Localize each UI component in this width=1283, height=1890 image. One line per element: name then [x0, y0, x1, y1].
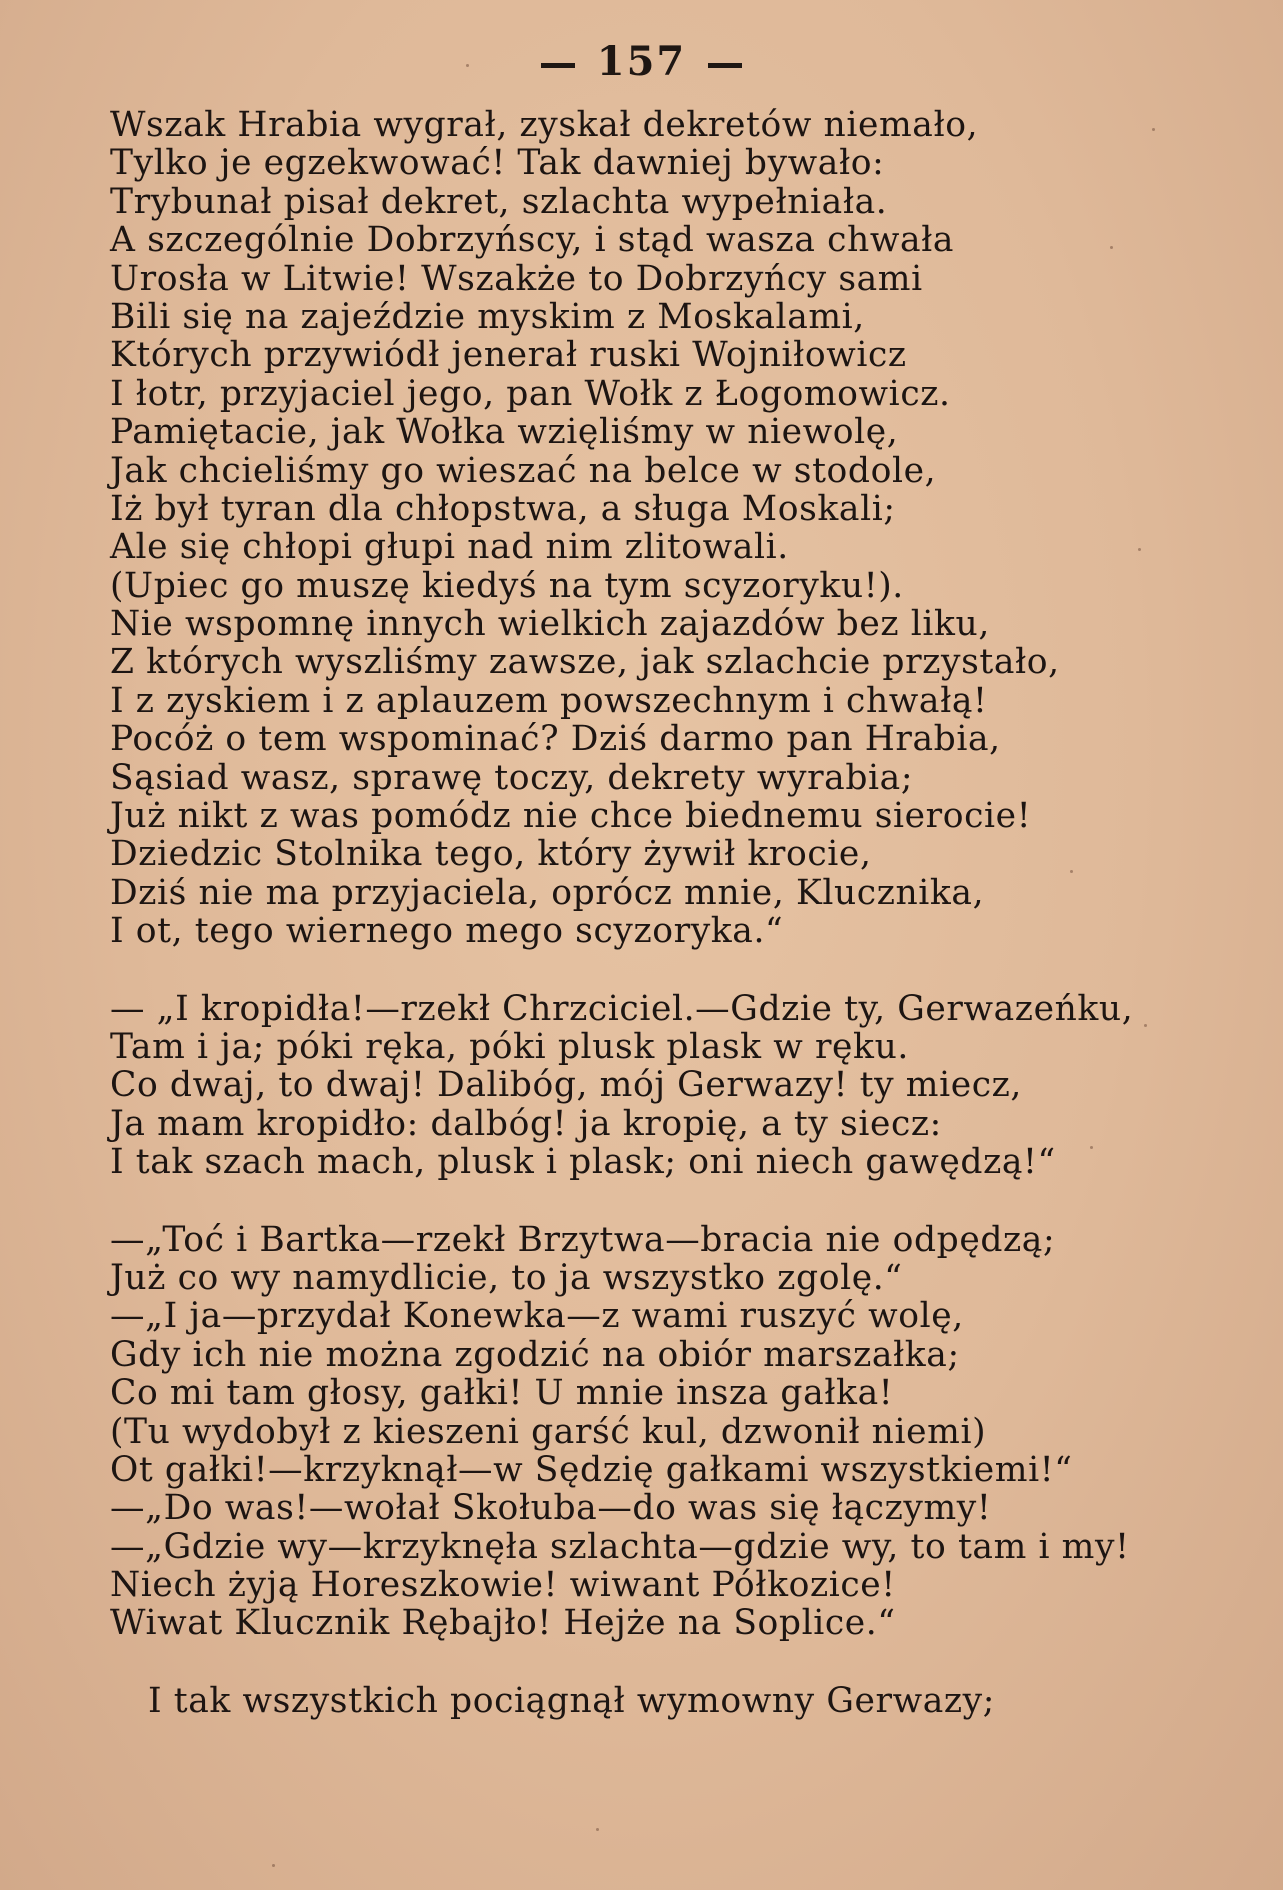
header-dash-right: [708, 63, 742, 68]
page-header: [0, 38, 1283, 85]
verse-line: Tam i ja; póki ręka, póki plusk plask w ręku.: [110, 1026, 909, 1067]
verse-line: Ja mam kropidło: dalbóg! ja kropię, a ty siecz:: [110, 1103, 942, 1144]
verse-line: Z których wyszliśmy zawsze, jak szlachcie przystało,: [110, 642, 1060, 683]
page-number: 157: [596, 38, 687, 85]
verse-line: Bili się na zajeździe myskim z Moskalami,: [110, 296, 865, 337]
stanza-gap: [110, 951, 1200, 990]
verse-line: Nie wspomnę innych wielkich zajazdów bez liku,: [110, 604, 990, 645]
verse-line: Już nikt z was pomódz nie chce biednemu sierocie!: [110, 796, 1032, 837]
verse-line: I tak szach mach, plusk i plask; oni niech gawędzą!“: [110, 1142, 1056, 1183]
stanza: [110, 106, 1200, 951]
verse-line: Dziś nie ma przyjaciela, oprócz mnie, Klucznika,: [110, 872, 985, 913]
verse-line: Niech żyją Horeszkowie! wiwant Półkozice!: [110, 1565, 896, 1606]
stanza: [110, 1221, 1200, 1643]
verse-line: Ot gałki!—krzyknął—w Sędzię gałkami wszystkiemi!“: [110, 1449, 1073, 1490]
verse-line: (Tu wydobył z kieszeni garść kul, dzwonił niemi): [110, 1411, 987, 1452]
verse-line: Ale się chłopi głupi nad nim zlitowali.: [110, 527, 789, 568]
verse-line: —„Toć i Bartka—rzekł Brzytwa—bracia nie odpędzą;: [110, 1219, 1056, 1260]
paper-speck: [596, 1828, 599, 1831]
verse-line: I łotr, przyjaciel jego, pan Wołk z Łogomowicz.: [110, 373, 951, 414]
verse-line: Trybunał pisał dekret, szlachta wypełniała.: [110, 181, 888, 222]
verse-line: Wszak Hrabia wygrał, zyskał dekretów niemało,: [110, 105, 979, 145]
verse-line: —„Do was!—wołał Skołuba—do was się łączymy!: [110, 1488, 992, 1529]
verse-line: Co mi tam głosy, gałki! U mnie insza gałka!: [110, 1373, 894, 1414]
verse-line: Już co wy namydlicie, to ja wszystko zgolę.“: [110, 1257, 903, 1298]
paper-speck: [272, 1864, 275, 1867]
header-dash-left: [541, 63, 575, 68]
verse-line: Pamiętacie, jak Wołka wzięliśmy w niewolę,: [110, 412, 899, 453]
poem-text: [110, 106, 1200, 1720]
verse-line: Iż był tyran dla chłopstwa, a sługa Moskali;: [110, 488, 896, 529]
verse-line: —„I ja—przydał Konewka—z wami ruszyć wolę,: [110, 1296, 964, 1337]
verse-line: — „I kropidła!—rzekł Chrzciciel.—Gdzie ty, Gerwazeńku,: [110, 988, 1134, 1029]
verse-line: Pocóż o tem wspominać? Dziś darmo pan Hrabia,: [110, 719, 1001, 760]
verse-line: Urosła w Litwie! Wszakże to Dobrzyńcy sami: [110, 258, 923, 299]
stanza: [110, 990, 1200, 1182]
stanza-gap: [110, 1182, 1200, 1221]
verse-line: I ot, tego wiernego mego scyzoryka.“: [110, 911, 784, 952]
verse-line: Tylko je egzekwować! Tak dawniej bywało:: [110, 143, 885, 184]
verse-line: Co dwaj, to dwaj! Dalibóg, mój Gerwazy! ty miecz,: [110, 1065, 1022, 1106]
closing-line: I tak wszystkich pociągnął wymowny Gerwazy;: [148, 1680, 995, 1721]
verse-line: Wiwat Klucznik Rębajło! Hejże na Soplice.“: [110, 1603, 896, 1644]
stanza-gap: [110, 1643, 1200, 1682]
verse-line: I z zyskiem i z aplauzem powszechnym i chwałą!: [110, 680, 988, 721]
verse-line: Gdy ich nie można zgodzić na obiór marszałka;: [110, 1334, 960, 1375]
verse-line: Jak chcieliśmy go wieszać na belce w stodole,: [110, 450, 937, 491]
verse-line: Dziedzic Stolnika tego, który żywił krocie,: [110, 834, 872, 875]
verse-line: —„Gdzie wy—krzyknęła szlachta—gdzie wy, to tam i my!: [110, 1526, 1130, 1567]
verse-line: Sąsiad wasz, sprawę toczy, dekrety wyrabia;: [110, 757, 914, 798]
verse-line: A szczególnie Dobrzyńscy, i stąd wasza chwała: [110, 220, 955, 261]
verse-line: Których przywiódł jenerał ruski Wojniłowicz: [110, 335, 907, 376]
verse-line: (Upiec go muszę kiedyś na tym scyzoryku!).: [110, 565, 904, 606]
